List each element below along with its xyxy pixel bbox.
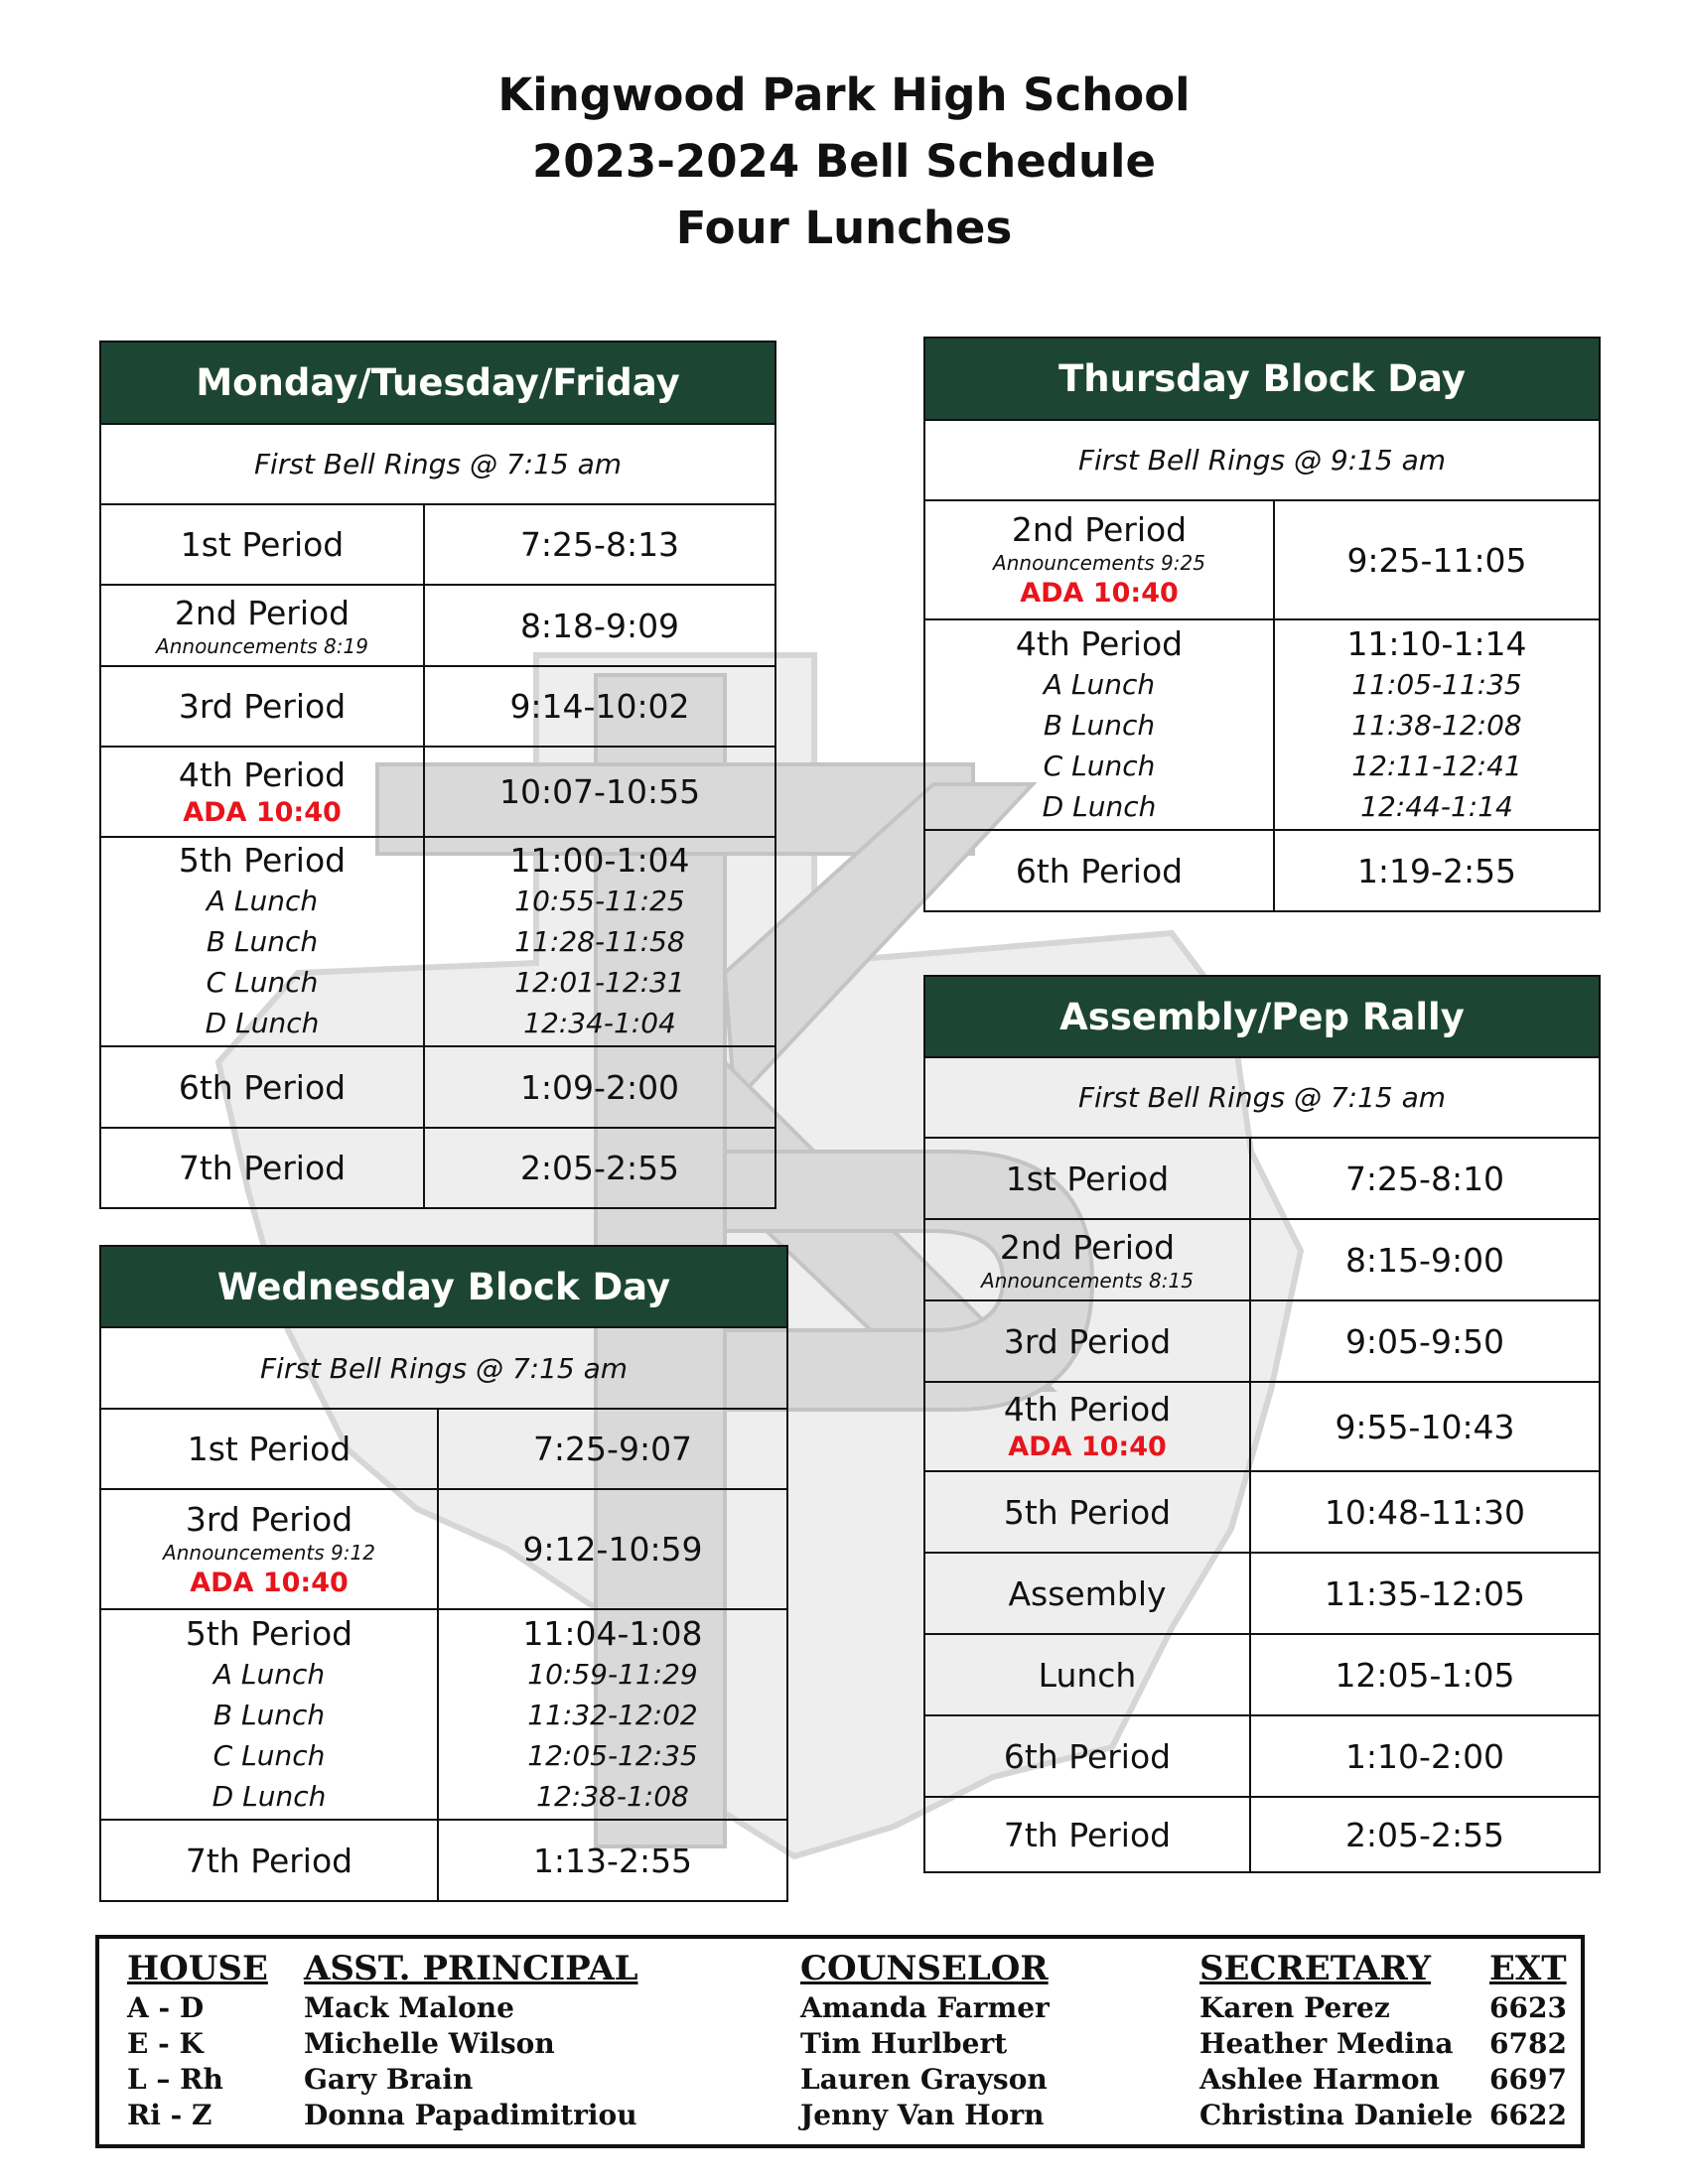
table-row (924, 1471, 1600, 1553)
house-range: Ri - Z (127, 2099, 212, 2131)
period-time: 2:05-2:55 (519, 1149, 680, 1187)
period-time: 9:14-10:02 (509, 687, 690, 726)
wednesday-title: Wednesday Block Day (100, 1246, 787, 1327)
lunch-name: A Lunch (1043, 667, 1156, 701)
asst-principal-name: Mack Malone (304, 1991, 514, 2024)
counselor-name: Lauren Grayson (800, 2063, 1048, 2096)
table-row (924, 1553, 1600, 1634)
ada-note: ADA 10:40 (1008, 1432, 1167, 1462)
table-row (100, 1128, 775, 1208)
mtf-title: Monday/Tuesday/Friday (100, 341, 775, 424)
period-time: 1:09-2:00 (519, 1067, 680, 1107)
table-row (924, 1715, 1600, 1797)
period-label: 6th Period (1015, 851, 1184, 890)
lunch-name: D Lunch (211, 1779, 327, 1813)
lunch-name: D Lunch (1042, 789, 1157, 823)
lunch-time: 11:32-12:02 (527, 1698, 698, 1731)
house-header: HOUSE (127, 1949, 268, 1988)
secretary-name: Karen Perez (1199, 1991, 1390, 2024)
ext-header: EXT (1489, 1949, 1567, 1988)
period-time: 9:12-10:59 (522, 1530, 703, 1569)
mtf-first-bell: First Bell Rings @ 7:15 am (100, 424, 775, 504)
period-time: 2:05-2:55 (1344, 1815, 1505, 1854)
lunch-name: C Lunch (206, 966, 319, 999)
lunch-time: 10:55-11:25 (514, 885, 685, 917)
table-row (100, 1820, 787, 1901)
assembly-first-bell: First Bell Rings @ 7:15 am (924, 1057, 1600, 1138)
period-label: Lunch (1038, 1655, 1137, 1695)
schedule-subtitle: Four Lunches (675, 202, 1013, 254)
lunch-name: B Lunch (212, 1698, 326, 1731)
period-label: 6th Period (1003, 1736, 1172, 1776)
secretary-name: Heather Medina (1199, 2027, 1454, 2060)
lunch-time: 11:28-11:58 (514, 925, 685, 958)
table-row (924, 1382, 1600, 1471)
table-row (924, 1219, 1600, 1300)
period-label: 4th Period (1003, 1390, 1172, 1429)
asst-principal-name: Donna Papadimitriou (304, 2099, 637, 2131)
period-time: 1:13-2:55 (532, 1841, 693, 1880)
document-title (0, 62, 1688, 261)
ada-note: ADA 10:40 (190, 1567, 349, 1598)
lunch-name: B Lunch (206, 925, 319, 958)
period-label: 3rd Period (1003, 1321, 1172, 1361)
table-row (100, 1409, 787, 1489)
announcements-note: Announcements 9:25 (993, 551, 1205, 575)
period-time: 11:00-1:04 (509, 841, 690, 880)
period-time: 7:25-8:10 (1344, 1159, 1505, 1198)
house-range: E - K (127, 2027, 204, 2060)
period-time: 9:05-9:50 (1344, 1321, 1505, 1361)
lunch-name: A Lunch (212, 1657, 326, 1691)
period-time: 12:05-1:05 (1335, 1655, 1515, 1695)
period-time: 11:04-1:08 (522, 1613, 703, 1653)
announcements-note: Announcements 8:15 (981, 1268, 1194, 1293)
lunch-time: 12:11-12:41 (1351, 749, 1522, 782)
ada-note: ADA 10:40 (183, 796, 342, 828)
counselor-name: Jenny Van Horn (800, 2099, 1045, 2131)
lunch-time: 10:59-11:29 (527, 1657, 698, 1691)
announcements-note: Announcements 8:19 (156, 633, 368, 658)
thursday-schedule-table (923, 337, 1601, 912)
period-label: 1st Period (1005, 1159, 1170, 1198)
extension-number: 6782 (1489, 2027, 1567, 2060)
table-row (924, 830, 1600, 911)
schedule-year: 2023-2024 Bell Schedule (531, 135, 1156, 188)
ada-note: ADA 10:40 (1020, 578, 1179, 609)
table-row (924, 1300, 1600, 1382)
table-row (924, 1634, 1600, 1715)
table-row (100, 747, 775, 837)
period-label: 6th Period (178, 1067, 347, 1107)
counselor-name: Amanda Farmer (800, 1991, 1050, 2024)
period-label: 3rd Period (185, 1499, 353, 1539)
asst-principal-name: Michelle Wilson (304, 2027, 555, 2060)
period-label: 7th Period (185, 1841, 353, 1880)
house-range: L – Rh (127, 2063, 223, 2096)
period-label: 5th Period (178, 841, 347, 880)
period-label: 1st Period (180, 525, 345, 564)
lunch-name: C Lunch (212, 1738, 326, 1772)
table-row (100, 585, 775, 666)
table-row (100, 666, 775, 747)
house-column (127, 1947, 268, 2133)
asst-principal-header: ASST. PRINCIPAL (304, 1949, 638, 1988)
period-label: 2nd Period (174, 593, 351, 632)
period-label: 3rd Period (178, 687, 347, 726)
period-label: 2nd Period (999, 1227, 1176, 1267)
period-label: Assembly (1008, 1573, 1167, 1613)
table-row (100, 1609, 787, 1820)
assembly-title: Assembly/Pep Rally (924, 976, 1600, 1057)
period-time: 8:18-9:09 (519, 606, 680, 645)
period-time: 7:25-8:13 (519, 525, 680, 564)
secretary-column (1199, 1947, 1473, 2133)
table-row (924, 500, 1600, 619)
counselor-header: COUNSELOR (800, 1949, 1049, 1988)
secretary-name: Christina Daniele (1199, 2099, 1474, 2131)
wednesday-schedule-table (99, 1245, 788, 1902)
school-name: Kingwood Park High School (497, 68, 1191, 121)
assembly-schedule-table (923, 975, 1601, 1873)
period-time: 10:07-10:55 (498, 772, 701, 811)
lunch-name: D Lunch (205, 1007, 320, 1039)
period-label: 4th Period (1015, 623, 1184, 663)
thursday-title: Thursday Block Day (924, 338, 1600, 420)
period-time: 8:15-9:00 (1344, 1240, 1505, 1280)
period-label: 7th Period (1003, 1815, 1172, 1854)
period-time: 10:48-11:30 (1324, 1492, 1526, 1532)
wednesday-first-bell: First Bell Rings @ 7:15 am (100, 1327, 787, 1409)
house-range: A - D (127, 1991, 205, 2024)
period-time: 7:25-9:07 (532, 1430, 693, 1468)
extension-number: 6622 (1489, 2099, 1567, 2131)
period-label: 1st Period (187, 1430, 352, 1468)
asst-principal-name: Gary Brain (304, 2063, 474, 2096)
thursday-first-bell: First Bell Rings @ 9:15 am (924, 420, 1600, 500)
counselor-column (800, 1947, 1050, 2133)
period-label: 5th Period (185, 1613, 353, 1653)
mtf-schedule-table (99, 341, 776, 1209)
table-row (924, 619, 1600, 830)
house-contacts-box (95, 1935, 1585, 2148)
lunch-time: 12:01-12:31 (514, 966, 685, 999)
extension-number: 6697 (1489, 2063, 1567, 2096)
secretary-header: SECRETARY (1199, 1949, 1432, 1988)
table-row (100, 504, 775, 585)
period-time: 1:19-2:55 (1356, 851, 1517, 890)
period-label: 2nd Period (1011, 510, 1188, 549)
secretary-name: Ashlee Harmon (1199, 2063, 1440, 2096)
period-label: 4th Period (178, 754, 347, 794)
table-row (924, 1797, 1600, 1872)
lunch-name: A Lunch (206, 885, 319, 917)
table-row (924, 1138, 1600, 1219)
ext-column (1489, 1947, 1567, 2133)
lunch-time: 12:34-1:04 (523, 1007, 676, 1039)
extension-number: 6623 (1489, 1991, 1567, 2024)
period-time: 9:25-11:05 (1346, 540, 1527, 580)
period-label: 7th Period (178, 1149, 347, 1187)
table-row (100, 1046, 775, 1128)
announcements-note: Announcements 9:12 (163, 1540, 375, 1565)
period-time: 1:10-2:00 (1344, 1736, 1505, 1776)
lunch-time: 11:38-12:08 (1351, 708, 1522, 742)
lunch-time: 12:44-1:14 (1360, 789, 1513, 823)
lunch-name: C Lunch (1043, 749, 1156, 782)
table-row (100, 1489, 787, 1609)
period-time: 11:10-1:14 (1346, 623, 1527, 663)
lunch-time: 12:05-12:35 (527, 1738, 698, 1772)
period-time: 9:55-10:43 (1335, 1407, 1515, 1446)
period-time: 11:35-12:05 (1324, 1573, 1526, 1613)
lunch-time: 11:05-11:35 (1351, 667, 1522, 701)
lunch-name: B Lunch (1043, 708, 1156, 742)
lunch-time: 12:38-1:08 (536, 1779, 689, 1813)
table-row (100, 837, 775, 1046)
asst-principal-column (304, 1947, 637, 2133)
period-label: 5th Period (1003, 1492, 1172, 1532)
counselor-name: Tim Hurlbert (800, 2027, 1008, 2060)
